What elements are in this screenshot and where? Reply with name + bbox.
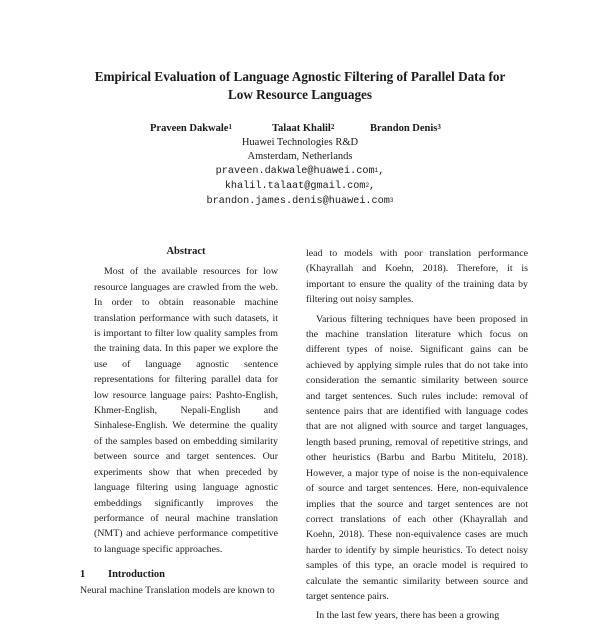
- email-3-text[interactable]: brandon.james.denis@huawei.com: [206, 196, 390, 207]
- title-line-1: Empirical Evaluation of Language Agnostic Filtering of Parallel Data for: [94, 69, 506, 84]
- left-column: [80, 244, 292, 598]
- email-2-text[interactable]: khalil.talaat@gmail.com: [224, 181, 366, 192]
- section-number: 1: [80, 569, 86, 581]
- email-1[interactable]: [0, 164, 600, 179]
- paper-title: [40, 68, 560, 104]
- right-column: [306, 246, 528, 624]
- affiliation: Huawei Technologies R&D: [241, 137, 359, 148]
- author-3-mark: 3: [437, 123, 441, 131]
- abstract-heading: Abstract: [166, 246, 206, 257]
- email-3-mark: 3: [389, 197, 394, 204]
- author-1: [150, 122, 232, 136]
- abstract-text: Most of the available resources for low resource languages are crawled from the web. In order to obtain reasonable machine translation performance with such datasets, it is important to filter low quality samples from the training data. In this paper we explore the use of language agnostic sentence representations for filtering parallel data for low resource language pairs: Pashto-English, Khmer-English, Nepali-English and Sinhalese-English. We determine the quality of the samples based on embedding similarity between source and target sentences. Our experiments show that when preceded by language filtering using language agnostic embeddings significantly improves the performance of neural machine translation (NMT) and achieve performance competitive to language specific approaches.: [94, 266, 278, 555]
- email-2[interactable]: [0, 179, 600, 194]
- author-3: [370, 122, 441, 136]
- author-1-mark: 1: [228, 123, 232, 131]
- author-1-name: Praveen Dakwale: [150, 123, 229, 134]
- author-block: [0, 122, 600, 209]
- email-2-mark: 2: [365, 182, 370, 189]
- intro-first-line: Neural machine Translation models are known to: [80, 584, 275, 596]
- author-2-name: Talaat Khalil: [272, 123, 331, 134]
- email-2-sep: ,: [369, 181, 376, 192]
- author-3-name: Brandon Denis: [370, 123, 438, 134]
- email-1-text[interactable]: praveen.dakwale@huawei.com: [215, 166, 375, 177]
- right-paragraph-2: Various filtering techniques have been proposed in the machine translation literature which focus on different types of noise. Significant gains can be achieved by applying simple rules that do not take into consideration the semantic similarity between source and target sentences. Such rules include: removal of sentence pairs that are identified with language codes that are not aligned with source and target languages, length based pruning, removal of repetitive strings, and other heuristics (Barbu and Barbu Mititelu, 2018). However, a major type of noise is the non-equivalence of source and target sentences. Here, non-equivalence implies that the source and target sentences are not correct translations of each other (Khayrallah and Koehn, 2018). These non-equivalence cases are much harder to identify by simple heuristics. To detect noisy samples of this type, an oracle model is required to calculate the semantic similarity between source and target sentence pairs.: [306, 313, 528, 602]
- section-title: Introduction: [108, 569, 165, 581]
- email-1-mark: 1: [374, 167, 379, 174]
- right-paragraph-1: lead to models with poor translation performance (Khayrallah and Koehn, 2018). Therefore, it is important to ensure the quality of the training data by filtering out noisy samples.: [306, 248, 528, 306]
- email-3[interactable]: [0, 194, 600, 209]
- author-2-mark: 2: [330, 123, 335, 131]
- right-paragraph-3: In the last few years, there has been a growing: [316, 610, 500, 622]
- author-names: [0, 122, 600, 136]
- section-heading-introduction: [80, 567, 292, 582]
- email-1-sep: ,: [378, 166, 385, 177]
- author-2: [272, 122, 334, 136]
- location: Amsterdam, Netherlands: [247, 151, 353, 162]
- title-line-2: Low Resource Languages: [227, 87, 373, 102]
